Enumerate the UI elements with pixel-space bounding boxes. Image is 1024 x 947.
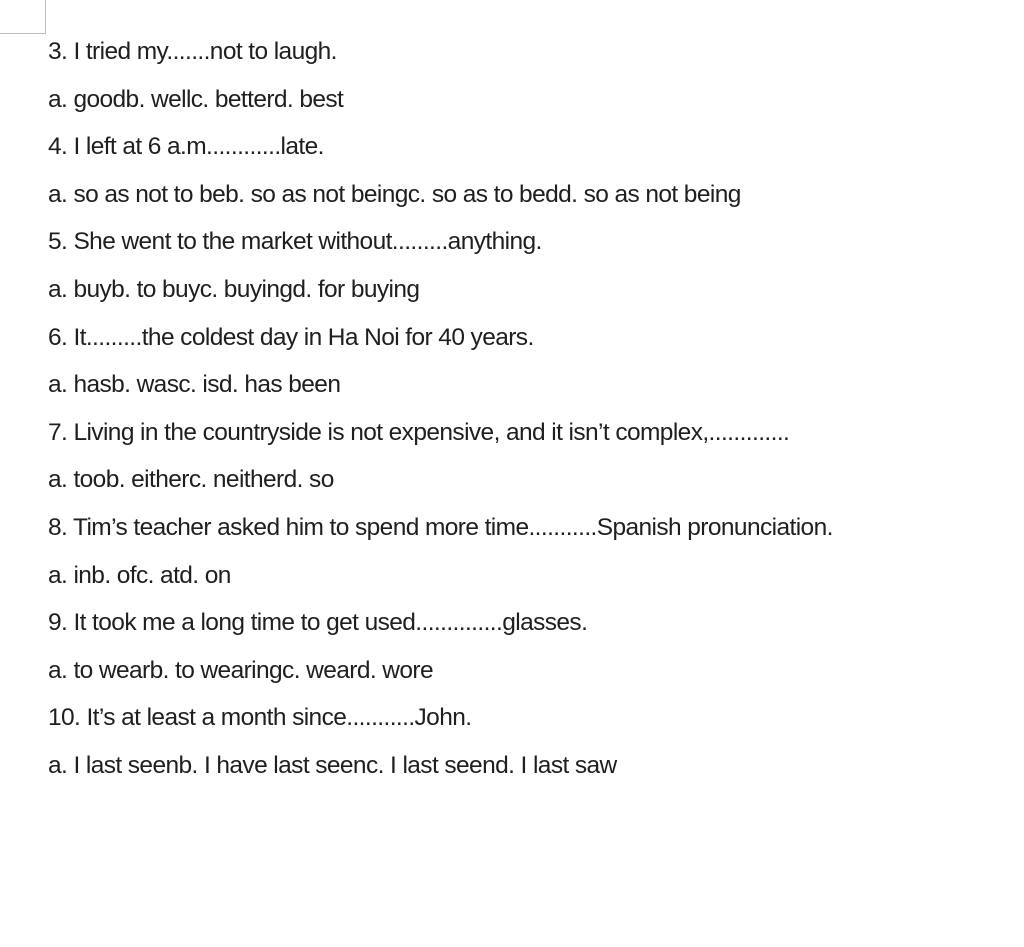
question-stem: 5. She went to the market without.........anything. bbox=[48, 228, 542, 256]
answer-options: a. goodb. wellc. betterd. best bbox=[48, 85, 344, 113]
answer-options: a. buyb. to buyc. buyingd. for buying bbox=[48, 275, 420, 303]
answer-options: a. toob. eitherc. neitherd. so bbox=[48, 466, 334, 494]
question-stem: 8. Tim’s teacher asked him to spend more time...........Spanish pronunciation. bbox=[48, 513, 833, 541]
answer-options: a. I last seenb. I have last seenc. I last seend. I last saw bbox=[48, 751, 617, 779]
answer-options: a. hasb. wasc. isd. has been bbox=[48, 371, 341, 399]
document-body bbox=[48, 31, 1008, 793]
question-stem: 3. I tried my.......not to laugh. bbox=[48, 38, 337, 65]
question-stem: 10. It’s at least a month since...........John. bbox=[48, 704, 472, 732]
question-stem: 9. It took me a long time to get used..............glasses. bbox=[48, 609, 588, 637]
answer-options: a. so as not to beb. so as not beingc. so as to bedd. so as not being bbox=[48, 180, 741, 208]
question-stem: 6. It.........the coldest day in Ha Noi for 40 years. bbox=[48, 323, 534, 351]
answer-options: a. inb. ofc. atd. on bbox=[48, 561, 231, 589]
question-stem: 7. Living in the countryside is not expensive, and it isn’t complex,............. bbox=[48, 418, 790, 446]
answer-options: a. to wearb. to wearingc. weard. wore bbox=[48, 656, 433, 684]
page-corner-marker bbox=[0, 0, 46, 34]
question-stem: 4. I left at 6 a.m............late. bbox=[48, 133, 324, 161]
